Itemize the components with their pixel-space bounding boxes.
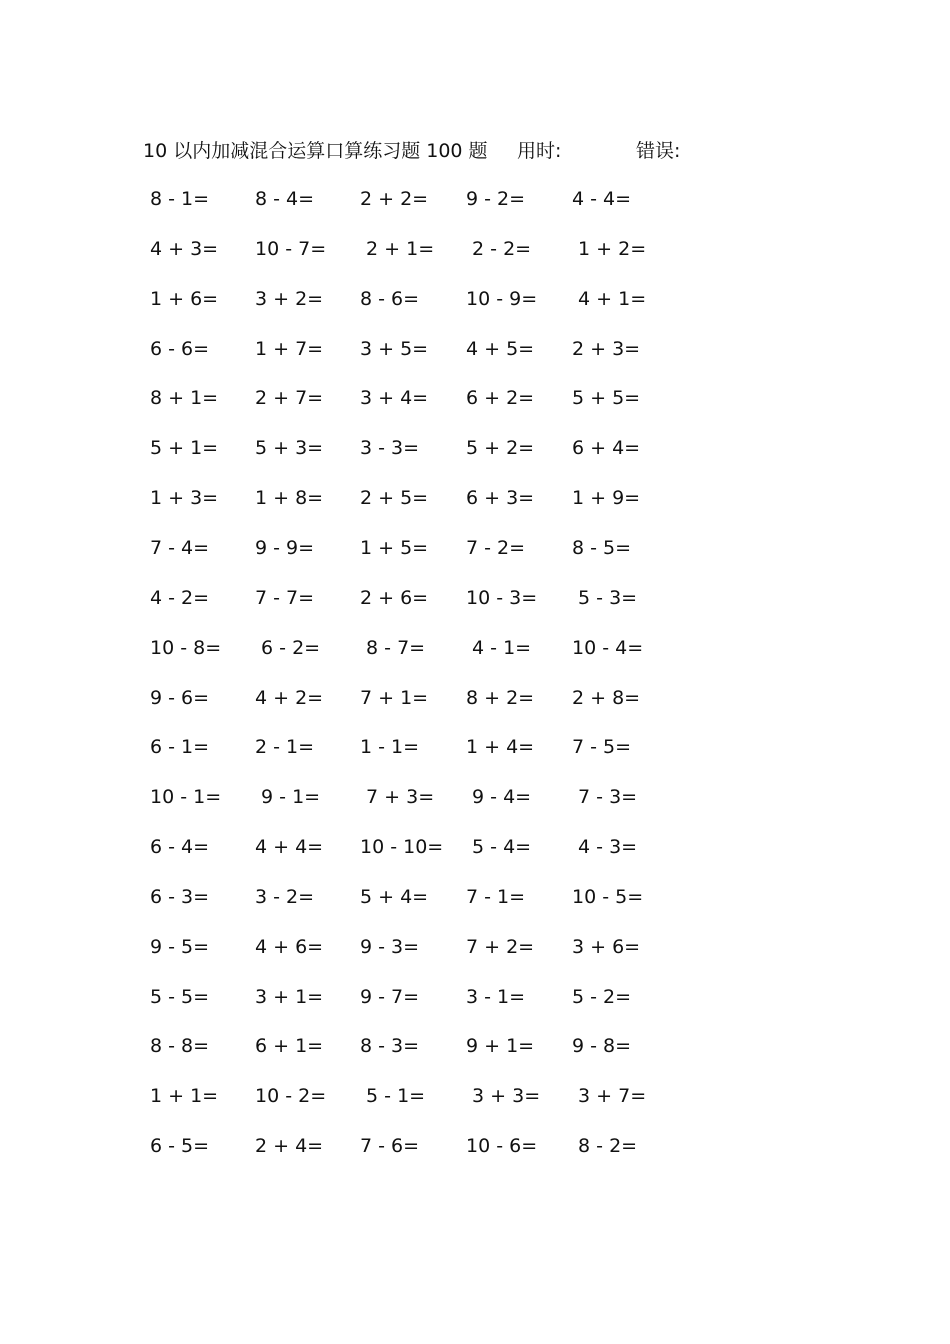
problem-r10-c2: 6 - 2= [255,637,321,659]
problem-r14-c3: 10 - 10= [360,836,444,858]
problem-r1-c4: 9 - 2= [466,188,526,210]
problem-r10-c1: 10 - 8= [150,637,222,659]
problem-r15-c3: 5 + 4= [360,886,429,908]
problem-r3-c2: 3 + 2= [255,288,324,310]
problem-r7-c2: 1 + 8= [255,487,324,509]
problem-r6-c2: 5 + 3= [255,437,324,459]
problem-r16-c4: 7 + 2= [466,936,535,958]
problem-r5-c3: 3 + 4= [360,387,429,409]
problem-r10-c5: 10 - 4= [572,637,644,659]
problem-r8-c4: 7 - 2= [466,537,526,559]
time-used-label: 用时: [517,140,562,162]
problem-r11-c4: 8 + 2= [466,687,535,709]
problem-r15-c2: 3 - 2= [255,886,315,908]
problem-r6-c4: 5 + 2= [466,437,535,459]
problem-r2-c4: 2 - 2= [466,238,532,260]
problem-r17-c2: 3 + 1= [255,986,324,1008]
problem-r20-c4: 10 - 6= [466,1135,538,1157]
problem-r19-c4: 3 + 3= [466,1085,541,1107]
problem-r13-c1: 10 - 1= [150,786,222,808]
problem-r2-c1: 4 + 3= [150,238,219,260]
problem-r19-c5: 3 + 7= [572,1085,647,1107]
problem-r18-c5: 9 - 8= [572,1035,632,1057]
problem-r7-c5: 1 + 9= [572,487,641,509]
problem-r13-c3: 7 + 3= [360,786,435,808]
problem-r11-c5: 2 + 8= [572,687,641,709]
problem-r12-c3: 1 - 1= [360,736,420,758]
problem-r17-c1: 5 - 5= [150,986,210,1008]
problem-r5-c4: 6 + 2= [466,387,535,409]
problem-r2-c2: 10 - 7= [255,238,327,260]
problem-r3-c5: 4 + 1= [572,288,647,310]
problem-r18-c2: 6 + 1= [255,1035,324,1057]
problem-r12-c5: 7 - 5= [572,736,632,758]
problem-r8-c5: 8 - 5= [572,537,632,559]
problem-r15-c1: 6 - 3= [150,886,210,908]
problem-r14-c4: 5 - 4= [466,836,532,858]
problem-r18-c1: 8 - 8= [150,1035,210,1057]
problem-r10-c4: 4 - 1= [466,637,532,659]
problem-r9-c5: 5 - 3= [572,587,638,609]
problem-r17-c3: 9 - 7= [360,986,420,1008]
problem-r4-c4: 4 + 5= [466,338,535,360]
problem-r16-c3: 9 - 3= [360,936,420,958]
problem-r19-c2: 10 - 2= [255,1085,327,1107]
problem-r9-c4: 10 - 3= [466,587,538,609]
problem-r13-c5: 7 - 3= [572,786,638,808]
problem-r18-c3: 8 - 3= [360,1035,420,1057]
problem-r12-c4: 1 + 4= [466,736,535,758]
problem-r16-c1: 9 - 5= [150,936,210,958]
problem-r14-c5: 4 - 3= [572,836,638,858]
problem-r1-c3: 2 + 2= [360,188,429,210]
problem-r13-c2: 9 - 1= [255,786,321,808]
problem-r15-c4: 7 - 1= [466,886,526,908]
problem-r16-c2: 4 + 6= [255,936,324,958]
problem-r4-c1: 6 - 6= [150,338,210,360]
problem-r2-c3: 2 + 1= [360,238,435,260]
problem-r17-c4: 3 - 1= [466,986,526,1008]
problem-r5-c5: 5 + 5= [572,387,641,409]
problem-r18-c4: 9 + 1= [466,1035,535,1057]
problem-r12-c2: 2 - 1= [255,736,315,758]
problem-r3-c3: 8 - 6= [360,288,420,310]
problem-r7-c3: 2 + 5= [360,487,429,509]
problem-r19-c3: 5 - 1= [360,1085,426,1107]
problem-r19-c1: 1 + 1= [150,1085,219,1107]
problem-r6-c3: 3 - 3= [360,437,420,459]
problem-r9-c1: 4 - 2= [150,587,210,609]
problem-r11-c1: 9 - 6= [150,687,210,709]
worksheet-title: 10 以内加减混合运算口算练习题 100 题 [143,140,488,162]
problem-r12-c1: 6 - 1= [150,736,210,758]
problem-r3-c1: 1 + 6= [150,288,219,310]
problem-r8-c3: 1 + 5= [360,537,429,559]
problem-r13-c4: 9 - 4= [466,786,532,808]
problem-r9-c2: 7 - 7= [255,587,315,609]
problem-r7-c1: 1 + 3= [150,487,219,509]
problem-r6-c1: 5 + 1= [150,437,219,459]
problem-r5-c1: 8 + 1= [150,387,219,409]
error-count-label: 错误: [636,140,681,162]
problem-r11-c2: 4 + 2= [255,687,324,709]
problem-r11-c3: 7 + 1= [360,687,429,709]
problem-r20-c3: 7 - 6= [360,1135,420,1157]
problem-r9-c3: 2 + 6= [360,587,429,609]
problem-r4-c5: 2 + 3= [572,338,641,360]
problem-r8-c1: 7 - 4= [150,537,210,559]
problem-r4-c2: 1 + 7= [255,338,324,360]
problem-r20-c2: 2 + 4= [255,1135,324,1157]
problem-r8-c2: 9 - 9= [255,537,315,559]
problem-r10-c3: 8 - 7= [360,637,426,659]
problem-r20-c1: 6 - 5= [150,1135,210,1157]
problem-r14-c2: 4 + 4= [255,836,324,858]
problem-r7-c4: 6 + 3= [466,487,535,509]
problem-r6-c5: 6 + 4= [572,437,641,459]
problem-r15-c5: 10 - 5= [572,886,644,908]
problem-r16-c5: 3 + 6= [572,936,641,958]
problem-r1-c2: 8 - 4= [255,188,315,210]
problem-r20-c5: 8 - 2= [572,1135,638,1157]
problem-r1-c5: 4 - 4= [572,188,632,210]
problem-r1-c1: 8 - 1= [150,188,210,210]
problem-r5-c2: 2 + 7= [255,387,324,409]
problem-r17-c5: 5 - 2= [572,986,632,1008]
problem-r3-c4: 10 - 9= [466,288,538,310]
problem-r4-c3: 3 + 5= [360,338,429,360]
problem-r14-c1: 6 - 4= [150,836,210,858]
problem-r2-c5: 1 + 2= [572,238,647,260]
